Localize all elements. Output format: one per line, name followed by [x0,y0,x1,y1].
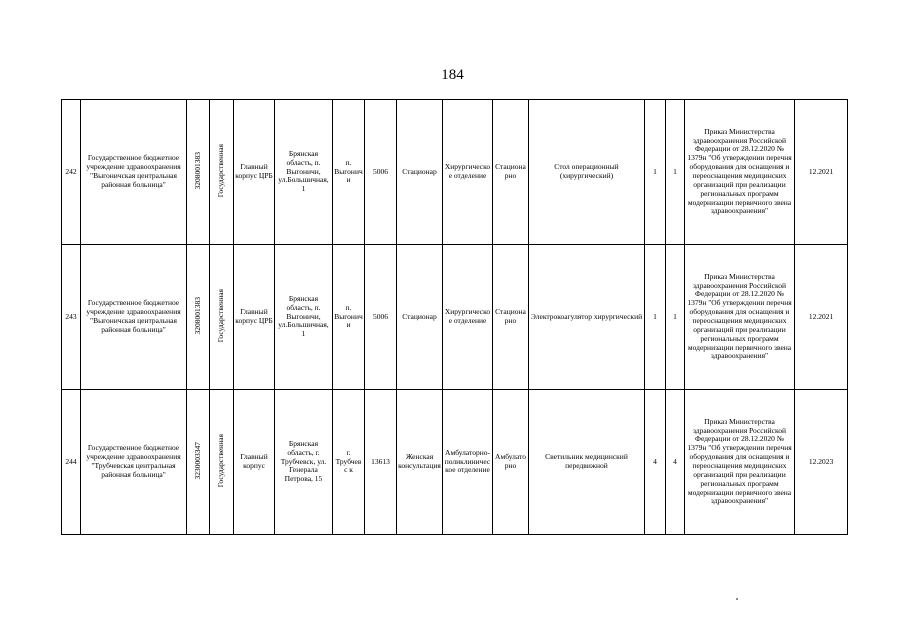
institution-name: Государственное бюджетное учреждение здравоохранения "Трубчевская центральная районная больница" [81,390,187,535]
building: Главный корпус [234,390,275,535]
ownership: Государственная [216,143,226,198]
care-condition: Амбулаторно [493,390,529,535]
code: 5006 [365,245,397,390]
equipment-name: Электрокоагулятор хирургический [529,245,645,390]
department: Амбулаторно-поликлиническое отделение [443,390,493,535]
address: Брянская область, п. Выгоничи, ул.Большичная, 1 [275,245,333,390]
locality: п. Выгонич и [333,100,365,245]
quantity-fact: 1 [666,245,685,390]
locality: п. Выгонич и [333,245,365,390]
equipment-name: Светильник медицинский передвижной [529,390,645,535]
date: 12.2023 [795,390,848,535]
legal-basis: Приказ Министерства здравоохранения Российской Федерации от 28.12.2020 № 1379н "Об утверждении перечня оборудования для оснащения и переоснащения медицинских организаций при реализации региональных программ модернизации первичного звена здравоохранения" [685,245,795,390]
equipment-table [61,99,848,535]
locality: г. Трубчевс к [333,390,365,535]
page-number: 184 [441,67,464,83]
row-number: 242 [62,100,81,245]
table-row [62,100,848,245]
row-number: 243 [62,245,81,390]
date: 12.2021 [795,245,848,390]
ownership: Государственная [216,288,226,343]
institution-name: Государственное бюджетное учреждение здравоохранения "Выгоничская центральная районная больница" [81,100,187,245]
ownership: Государственная [216,433,226,488]
table-row [62,245,848,390]
address: Брянская область, г. Трубчевск, ул. Генерала Петрова, 15 [275,390,333,535]
care-type: Стационар [397,100,443,245]
quantity-fact: 1 [666,100,685,245]
building: Главный корпус ЦРБ [234,100,275,245]
quantity-plan: 1 [645,100,666,245]
department: Хирургическое отделение [443,100,493,245]
inn: 3208001383 [192,296,202,335]
institution-name: Государственное бюджетное учреждение здравоохранения "Выгоничская центральная районная больница" [81,245,187,390]
scan-speck [736,598,738,600]
care-type: Стационар [397,245,443,390]
table-row [62,390,848,535]
code: 13613 [365,390,397,535]
address: Брянская область, п. Выгоничи, ул.Большичная, 1 [275,100,333,245]
code: 5006 [365,100,397,245]
legal-basis: Приказ Министерства здравоохранения Российской Федерации от 28.12.2020 № 1379н "Об утверждении перечня оборудования для оснащения и переоснащения медицинских организаций при реализации региональных программ модернизации первичного звена здравоохранения" [685,390,795,535]
building: Главный корпус ЦРБ [234,245,275,390]
date: 12.2021 [795,100,848,245]
row-number: 244 [62,390,81,535]
inn: 3230003347 [192,441,202,480]
equipment-name: Стол операционный (хирургический) [529,100,645,245]
care-condition: Стационарно [493,100,529,245]
department: Хирургическое отделение [443,245,493,390]
care-type: Женская консультация [397,390,443,535]
quantity-plan: 1 [645,245,666,390]
legal-basis: Приказ Министерства здравоохранения Российской Федерации от 28.12.2020 № 1379н "Об утверждении перечня оборудования для оснащения и переоснащения медицинских организаций при реализации региональных программ модернизации первичного звена здравоохранения" [685,100,795,245]
quantity-plan: 4 [645,390,666,535]
quantity-fact: 4 [666,390,685,535]
inn: 3208001383 [192,151,202,190]
care-condition: Стационарно [493,245,529,390]
